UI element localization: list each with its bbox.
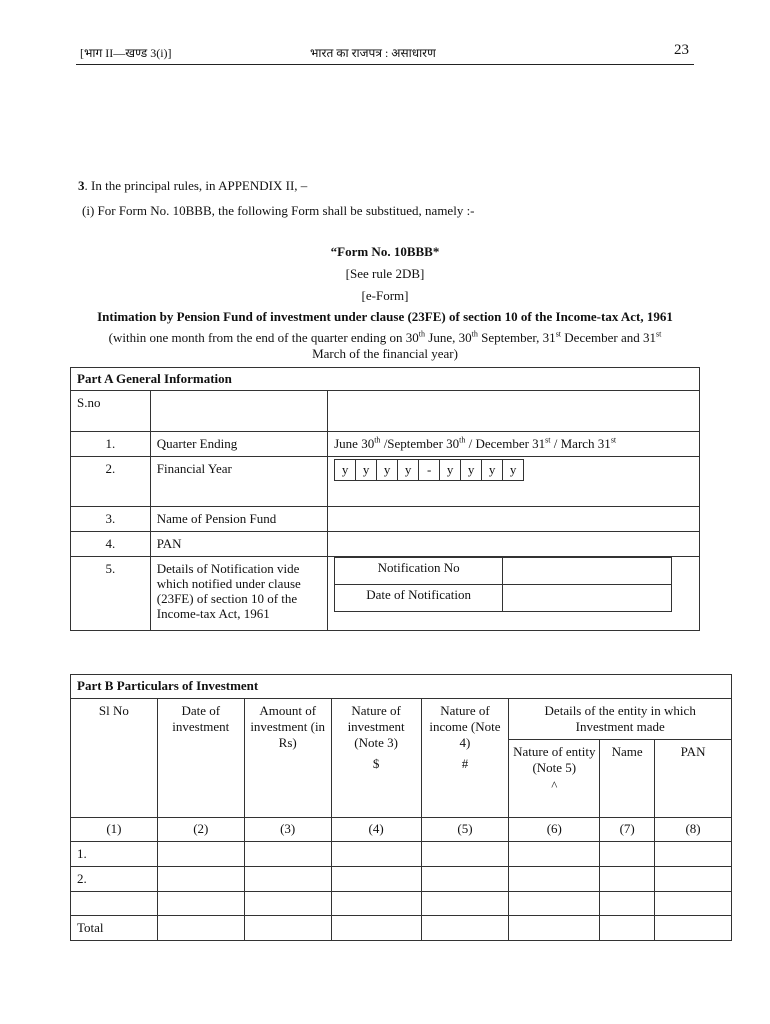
total-row bbox=[71, 916, 732, 941]
col-header-nature-income: Nature of income (Note 4) # bbox=[421, 699, 509, 818]
col-header-amount: Amount of investment (in Rs) bbox=[244, 699, 331, 818]
table-row bbox=[71, 867, 732, 892]
notification-no-label: Notification No bbox=[335, 558, 503, 585]
part-b-table bbox=[70, 674, 732, 941]
data-cell[interactable] bbox=[331, 892, 421, 916]
notification-details-cell bbox=[328, 557, 700, 631]
data-cell[interactable] bbox=[655, 867, 732, 892]
col-number: (5) bbox=[421, 818, 509, 842]
pension-fund-name-label: Name of Pension Fund bbox=[150, 507, 327, 532]
data-cell[interactable] bbox=[655, 842, 732, 867]
col-header-pan: PAN bbox=[655, 740, 732, 818]
part-b-title: Part B Particulars of Investment bbox=[71, 675, 732, 699]
intro-number: 3 bbox=[78, 178, 85, 193]
col-number: (3) bbox=[244, 818, 331, 842]
sno-empty-cell bbox=[150, 391, 327, 432]
data-cell[interactable] bbox=[244, 867, 331, 892]
total-cell[interactable] bbox=[244, 916, 331, 941]
data-cell[interactable] bbox=[509, 867, 600, 892]
sno-label: S.no bbox=[71, 391, 151, 432]
sno-value-cell[interactable] bbox=[328, 391, 700, 432]
notification-date-label: Date of Notification bbox=[335, 585, 503, 612]
fy-box[interactable]: y bbox=[502, 459, 524, 481]
dollar-symbol: $ bbox=[372, 756, 380, 771]
fy-box[interactable]: y bbox=[460, 459, 482, 481]
pension-fund-name-field[interactable] bbox=[328, 507, 700, 532]
intro-text-1: . In the principal rules, in APPENDIX II, – bbox=[84, 178, 308, 193]
hash-symbol: # bbox=[461, 756, 469, 771]
intro-line-1 bbox=[78, 178, 307, 194]
data-cell[interactable] bbox=[421, 842, 509, 867]
form-subheading-1: (within one month from the end of the quarter ending on 30th June, 30th September, 31st December and 31st bbox=[108, 329, 662, 345]
pan-label: PAN bbox=[150, 532, 327, 557]
table-row bbox=[71, 842, 732, 867]
data-cell[interactable] bbox=[244, 892, 331, 916]
col-header-entity-nature: Nature of entity (Note 5) ^ bbox=[509, 740, 600, 818]
form-heading: Intimation by Pension Fund of investment under clause (23FE) of section 10 of the Income-tax Act, 1961 bbox=[97, 309, 673, 324]
header-divider bbox=[76, 64, 694, 65]
total-cell[interactable] bbox=[331, 916, 421, 941]
data-cell[interactable] bbox=[600, 842, 655, 867]
row-label: 2. bbox=[71, 867, 158, 892]
col-number: (4) bbox=[331, 818, 421, 842]
table-row bbox=[71, 892, 732, 916]
notification-subtable bbox=[334, 557, 672, 612]
total-cell[interactable] bbox=[157, 916, 244, 941]
notification-date-field[interactable] bbox=[503, 585, 672, 612]
gazette-title: भारत का राजपत्र : असाधारण bbox=[310, 46, 436, 60]
col-header-nature-investment: Nature of investment (Note 3) $ bbox=[331, 699, 421, 818]
total-cell[interactable] bbox=[655, 916, 732, 941]
fy-box[interactable]: y bbox=[355, 459, 377, 481]
fy-box[interactable]: y bbox=[397, 459, 419, 481]
data-cell[interactable] bbox=[331, 842, 421, 867]
row-num: 2. bbox=[71, 457, 151, 507]
fy-box[interactable]: y bbox=[334, 459, 356, 481]
quarter-ending-options[interactable]: June 30th /September 30th / December 31st / March 31st bbox=[328, 432, 700, 457]
gazette-part-label: [भाग II—खण्ड 3(i)] bbox=[80, 46, 172, 60]
row-num: 4. bbox=[71, 532, 151, 557]
col-header-entity-details: Details of the entity in which Investment made bbox=[509, 699, 732, 740]
total-label: Total bbox=[71, 916, 158, 941]
row-num: 1. bbox=[71, 432, 151, 457]
fy-box[interactable]: y bbox=[439, 459, 461, 481]
form-rule: [See rule 2DB] bbox=[345, 266, 425, 281]
row-label bbox=[71, 892, 158, 916]
data-cell[interactable] bbox=[600, 867, 655, 892]
part-a-table bbox=[70, 367, 700, 631]
intro-line-2: (i) For Form No. 10BBB, the following Form shall be substitued, namely :- bbox=[82, 203, 475, 218]
notification-no-field[interactable] bbox=[503, 558, 672, 585]
data-cell[interactable] bbox=[157, 867, 244, 892]
fy-separator: - bbox=[418, 459, 440, 481]
form-eform: [e-Form] bbox=[361, 288, 409, 303]
data-cell[interactable] bbox=[157, 842, 244, 867]
col-number: (1) bbox=[71, 818, 158, 842]
col-header-date: Date of investment bbox=[157, 699, 244, 818]
total-cell[interactable] bbox=[509, 916, 600, 941]
col-number: (6) bbox=[509, 818, 600, 842]
page-number: 23 bbox=[674, 42, 689, 58]
col-header-name: Name bbox=[600, 740, 655, 818]
data-cell[interactable] bbox=[421, 892, 509, 916]
data-cell[interactable] bbox=[600, 892, 655, 916]
fy-box[interactable]: y bbox=[376, 459, 398, 481]
data-cell[interactable] bbox=[421, 867, 509, 892]
col-number: (8) bbox=[655, 818, 732, 842]
fy-box[interactable]: y bbox=[481, 459, 503, 481]
data-cell[interactable] bbox=[244, 842, 331, 867]
data-cell[interactable] bbox=[655, 892, 732, 916]
notification-details-label: Details of Notification vide which notified under clause (23FE) of section 10 of the Income-tax Act, 1961 bbox=[150, 557, 327, 631]
data-cell[interactable] bbox=[157, 892, 244, 916]
data-cell[interactable] bbox=[509, 892, 600, 916]
form-subheading-2: March of the financial year) bbox=[312, 346, 458, 361]
form-title: “Form No. 10BBB* bbox=[330, 244, 440, 259]
col-number: (2) bbox=[157, 818, 244, 842]
data-cell[interactable] bbox=[509, 842, 600, 867]
quarter-ending-label: Quarter Ending bbox=[150, 432, 327, 457]
financial-year-label: Financial Year bbox=[150, 457, 327, 507]
financial-year-field[interactable] bbox=[328, 457, 700, 507]
caret-symbol: ^ bbox=[551, 778, 558, 793]
row-num: 3. bbox=[71, 507, 151, 532]
col-header-sl-no: Sl No bbox=[71, 699, 158, 818]
part-a-title: Part A General Information bbox=[71, 368, 700, 391]
data-cell[interactable] bbox=[331, 867, 421, 892]
col-number: (7) bbox=[600, 818, 655, 842]
total-cell[interactable] bbox=[421, 916, 509, 941]
total-cell[interactable] bbox=[600, 916, 655, 941]
row-label: 1. bbox=[71, 842, 158, 867]
pan-field[interactable] bbox=[328, 532, 700, 557]
row-num: 5. bbox=[71, 557, 151, 631]
